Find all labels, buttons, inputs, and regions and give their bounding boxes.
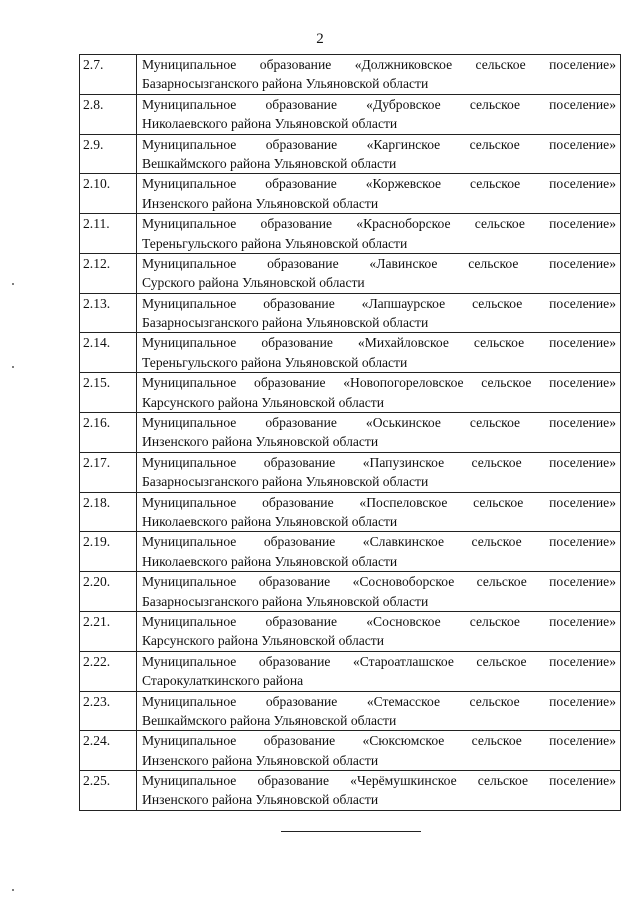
table-row <box>80 94 621 134</box>
municipality-name-line1: Муниципальное образование «Славкинское сельское поселение» <box>142 534 616 550</box>
municipality-name-line1: Муниципальное образование «Каргинское сельское поселение» <box>142 136 616 152</box>
municipality-name-cell <box>137 532 621 572</box>
row-number: 2.13. <box>80 293 137 333</box>
municipality-name-cell <box>137 174 621 214</box>
municipality-district-line2: Базарносызганского района Ульяновской области <box>142 593 429 609</box>
municipality-name-line1: Муниципальное образование «Папузинское сельское поселение» <box>142 454 616 470</box>
row-number: 2.10. <box>80 174 137 214</box>
table-row <box>80 293 621 333</box>
municipality-name-cell <box>137 94 621 134</box>
row-number: 2.24. <box>80 731 137 771</box>
municipality-name-cell <box>137 134 621 174</box>
municipality-district-line2: Вешкаймского района Ульяновской области <box>142 155 397 171</box>
row-number: 2.14. <box>80 333 137 373</box>
row-number: 2.8. <box>80 94 137 134</box>
row-number: 2.19. <box>80 532 137 572</box>
municipality-name-line1: Муниципальное образование «Стемасское сельское поселение» <box>142 693 616 709</box>
end-of-list-rule <box>281 831 421 832</box>
municipality-name-cell <box>137 413 621 453</box>
municipality-name-line1: Муниципальное образование «Сосновское сельское поселение» <box>142 613 616 629</box>
table-row <box>80 691 621 731</box>
municipality-district-line2: Николаевского района Ульяновской области <box>142 513 398 529</box>
municipality-name-line1: Муниципальное образование «Сюксюмское сельское поселение» <box>142 733 616 749</box>
municipality-name-line1: Муниципальное образование «Должниковское сельское поселение» <box>142 57 616 72</box>
table-row <box>80 611 621 651</box>
row-number: 2.21. <box>80 611 137 651</box>
table-row <box>80 731 621 771</box>
municipality-name-cell <box>137 572 621 612</box>
municipality-district-line2: Карсунского района Ульяновской области <box>142 633 385 649</box>
row-number: 2.20. <box>80 572 137 612</box>
municipality-district-line2: Старокулаткинского района <box>142 673 304 689</box>
row-number: 2.16. <box>80 413 137 453</box>
municipality-name-line1: Муниципальное образование «Староатлашское сельское поселение» <box>142 653 616 669</box>
table-row <box>80 492 621 532</box>
municipality-table-body <box>80 55 621 811</box>
municipality-name-line1: Муниципальное образование «Лавинское сельское поселение» <box>142 255 616 271</box>
municipality-district-line2: Базарносызганского района Ульяновской области <box>142 474 429 490</box>
table-row <box>80 452 621 492</box>
municipality-district-line2: Инзенского района Ульяновской области <box>142 752 379 768</box>
municipality-name-line1: Муниципальное образование «Красноборское сельское поселение» <box>142 216 616 232</box>
row-number: 2.18. <box>80 492 137 532</box>
municipality-name-line1: Муниципальное образование «Новопогореловское сельское поселение» <box>142 375 616 391</box>
municipality-name-cell <box>137 333 621 373</box>
municipality-name-line1: Муниципальное образование «Сосновоборское сельское поселение» <box>142 574 616 590</box>
municipality-name-cell <box>137 293 621 333</box>
row-number: 2.7. <box>80 55 137 95</box>
municipality-name-cell <box>137 492 621 532</box>
row-number: 2.25. <box>80 771 137 811</box>
row-number: 2.11. <box>80 214 137 254</box>
municipality-name-cell <box>137 731 621 771</box>
page-number: 2 <box>316 31 324 47</box>
table-row <box>80 174 621 214</box>
municipality-name-cell <box>137 373 621 413</box>
table-row <box>80 532 621 572</box>
municipality-name-cell <box>137 651 621 691</box>
municipality-name-cell <box>137 771 621 811</box>
municipality-name-line1: Муниципальное образование «Оськинское сельское поселение» <box>142 415 616 431</box>
row-number: 2.9. <box>80 134 137 174</box>
municipality-district-line2: Николаевского района Ульяновской области <box>142 116 398 132</box>
row-number: 2.17. <box>80 452 137 492</box>
municipality-name-line1: Муниципальное образование «Коржевское сельское поселение» <box>142 176 616 192</box>
row-number: 2.12. <box>80 253 137 293</box>
municipality-name-cell <box>137 452 621 492</box>
municipality-district-line2: Сурского района Ульяновской области <box>142 275 365 291</box>
row-number: 2.15. <box>80 373 137 413</box>
municipality-district-line2: Базарносызганского района Ульяновской области <box>142 315 429 331</box>
municipality-district-line2: Базарносызганского района Ульяновской области <box>142 76 429 92</box>
municipality-name-line1: Муниципальное образование «Поспеловское сельское поселение» <box>142 494 616 510</box>
table-row <box>80 333 621 373</box>
municipality-district-line2: Тереньгульского района Ульяновской области <box>142 235 408 251</box>
scan-speck <box>12 366 14 368</box>
municipality-district-line2: Инзенского района Ульяновской области <box>142 195 379 211</box>
table-row <box>80 651 621 691</box>
municipality-name-cell <box>137 55 621 95</box>
table-row <box>80 55 621 95</box>
scan-speck <box>12 283 14 285</box>
table-row <box>80 771 621 811</box>
municipality-table <box>79 54 621 811</box>
municipality-name-line1: Муниципальное образование «Михайловское сельское поселение» <box>142 335 616 351</box>
municipality-district-line2: Вешкаймского района Ульяновской области <box>142 712 397 728</box>
table-row <box>80 572 621 612</box>
table-row <box>80 373 621 413</box>
municipality-district-line2: Инзенского района Ульяновской области <box>142 792 379 808</box>
row-number: 2.23. <box>80 691 137 731</box>
municipality-name-cell <box>137 611 621 651</box>
municipality-name-line1: Муниципальное образование «Лапшаурское сельское поселение» <box>142 295 616 311</box>
municipality-district-line2: Николаевского района Ульяновской области <box>142 553 398 569</box>
municipality-district-line2: Тереньгульского района Ульяновской области <box>142 354 408 370</box>
row-number: 2.22. <box>80 651 137 691</box>
table-row <box>80 214 621 254</box>
municipality-district-line2: Инзенского района Ульяновской области <box>142 434 379 450</box>
table-row <box>80 413 621 453</box>
municipality-name-cell <box>137 691 621 731</box>
municipality-name-line1: Муниципальное образование «Черёмушкинское сельское поселение» <box>142 773 616 789</box>
municipality-name-line1: Муниципальное образование «Дубровское сельское поселение» <box>142 96 616 112</box>
municipality-name-cell <box>137 214 621 254</box>
scan-speck <box>12 889 14 891</box>
municipality-district-line2: Карсунского района Ульяновской области <box>142 394 385 410</box>
municipality-name-cell <box>137 253 621 293</box>
table-row <box>80 134 621 174</box>
table-row <box>80 253 621 293</box>
